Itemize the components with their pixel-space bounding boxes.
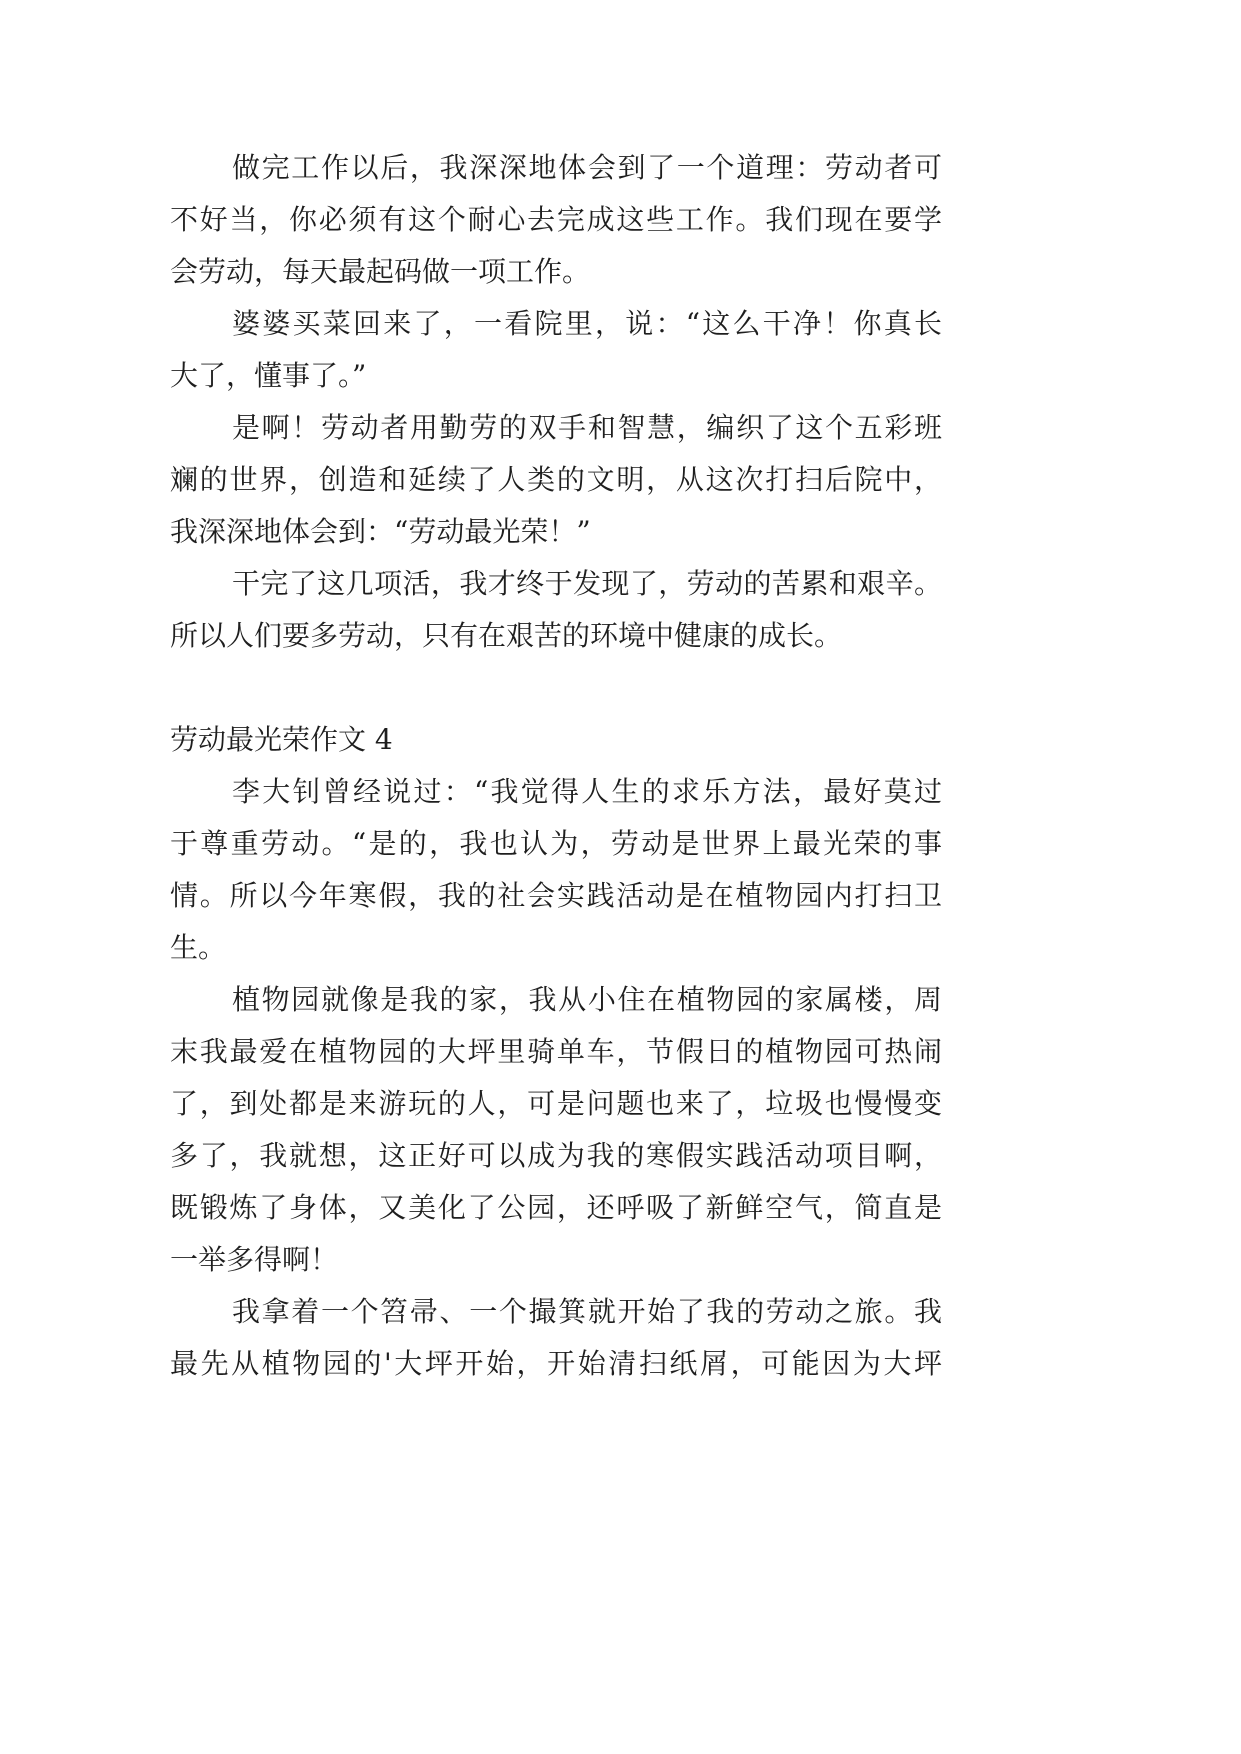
paragraph-line: 不好当，你必须有这个耐心去完成这些工作。我们现在要学 <box>170 203 942 236</box>
paragraph-line: 末我最爱在植物园的大坪里骑单车，节假日的植物园可热闹 <box>170 1035 942 1068</box>
paragraph-line: 我拿着一个笤帚、一个撮箕就开始了我的劳动之旅。我 <box>232 1295 942 1328</box>
paragraph-line: 所以人们要多劳动，只有在艰苦的环境中健康的成长。 <box>170 619 843 652</box>
paragraph-line: 斓的世界，创造和延续了人类的文明，从这次打扫后院中， <box>170 463 942 496</box>
section-spacer <box>170 662 942 714</box>
paragraph-line: 生。 <box>170 931 227 964</box>
paragraph <box>170 142 942 298</box>
paragraph-line: 大了，懂事了。” <box>170 359 367 392</box>
document-body <box>170 142 942 1390</box>
paragraph <box>170 766 942 974</box>
paragraph-line: 是啊！劳动者用勤劳的双手和智慧，编织了这个五彩班 <box>232 411 942 444</box>
paragraph-line: 做完工作以后，我深深地体会到了一个道理：劳动者可 <box>232 151 942 184</box>
paragraph-line: 了，到处都是来游玩的人，可是问题也来了，垃圾也慢慢变 <box>170 1087 942 1120</box>
paragraph <box>170 1286 942 1390</box>
paragraph <box>170 402 942 558</box>
paragraph-line: 多了，我就想，这正好可以成为我的寒假实践活动项目啊， <box>170 1139 942 1172</box>
paragraph-line: 干完了这几项活，我才终于发现了，劳动的苦累和艰辛。 <box>232 567 942 600</box>
paragraph-line: 我深深地体会到：“劳动最光荣！” <box>170 515 591 548</box>
paragraph <box>170 298 942 402</box>
paragraph-line: 最先从植物园的'大坪开始，开始清扫纸屑，可能因为大坪 <box>170 1347 942 1380</box>
paragraph-line: 李大钊曾经说过：“我觉得人生的求乐方法，最好莫过 <box>232 775 942 808</box>
paragraph-line: 婆婆买菜回来了，一看院里，说：“这么干净！你真长 <box>232 307 942 340</box>
paragraph <box>170 974 942 1286</box>
paragraph-line: 会劳动，每天最起码做一项工作。 <box>170 255 591 288</box>
paragraph-line: 一举多得啊！ <box>170 1243 339 1276</box>
paragraph-line: 既锻炼了身体，又美化了公园，还呼吸了新鲜空气，简直是 <box>170 1191 942 1224</box>
section-heading: 劳动最光荣作文 4 <box>170 723 393 756</box>
paragraph <box>170 558 942 662</box>
paragraph-line: 植物园就像是我的家，我从小住在植物园的家属楼，周 <box>232 983 942 1016</box>
paragraph-line: 情。所以今年寒假，我的社会实践活动是在植物园内打扫卫 <box>170 879 942 912</box>
paragraph-line: 于尊重劳动。“是的，我也认为，劳动是世界上最光荣的事 <box>170 827 942 860</box>
